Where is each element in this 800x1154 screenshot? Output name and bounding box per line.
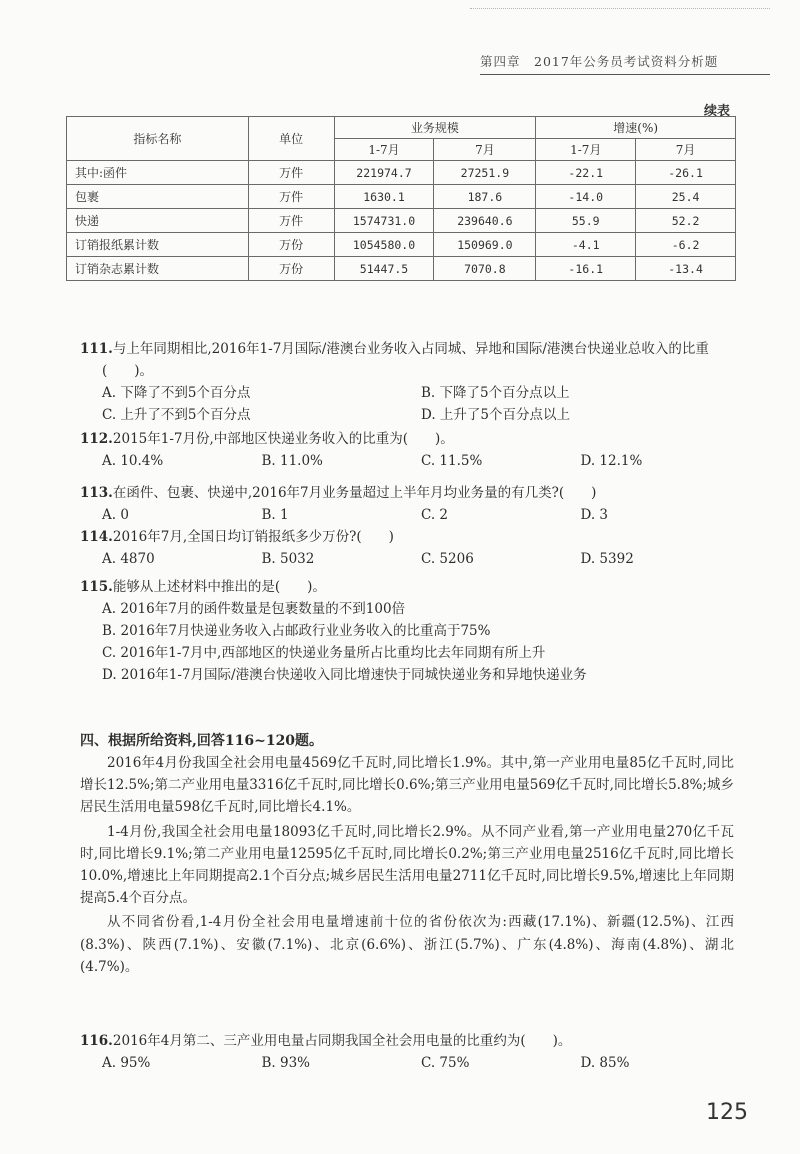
- subheader-volume-jul: 7月: [434, 139, 536, 161]
- option-c: C. 75%: [421, 1055, 470, 1071]
- question-113: [80, 482, 740, 526]
- row-name: 包裹: [67, 185, 249, 209]
- option-b: B. 2016年7月快递业务收入占邮政行业业务收入的比重高于75%: [102, 623, 491, 639]
- option-c: C. 2016年1-7月中,西部地区的快递业务量所占比重均比去年同期有所上升: [102, 645, 546, 661]
- option-c: C. 5206: [421, 551, 474, 567]
- option-b: B. 1: [261, 507, 289, 523]
- section-title: 四、根据所给资料,回答116~120题。: [80, 733, 324, 749]
- question-text: 2016年7月,全国日均订销报纸多少万份?( ): [112, 529, 394, 545]
- question-115: [80, 576, 740, 686]
- option-a: A. 4870: [102, 551, 155, 567]
- row-growth-ytd: -22.1: [536, 161, 636, 185]
- table-row: [67, 209, 736, 233]
- continued-label: 续表: [704, 104, 731, 119]
- question-text: 能够从上述材料中推出的是( )。: [112, 579, 326, 595]
- table-row: [67, 161, 736, 185]
- row-volume-jul: 187.6: [434, 185, 536, 209]
- row-volume-ytd: 1574731.0: [334, 209, 434, 233]
- option-a: A. 0: [102, 507, 129, 523]
- row-name: 快递: [67, 209, 249, 233]
- table-row: [67, 257, 736, 281]
- row-volume-ytd: 1630.1: [334, 185, 434, 209]
- passage-paragraph: 从不同省份看,1-4月份全社会用电量增速前十位的省份依次为:西藏(17.1%)、新疆(12.5%)、江西(8.3%)、陕西(7.1%)、安徽(7.1%)、北京(6.6%)、浙江(5.7%)、广东(4.8%)、海南(4.8%)、湖北(4.7%)。: [80, 914, 734, 975]
- row-unit: 万份: [248, 257, 334, 281]
- question-number: 116.: [80, 1033, 113, 1049]
- row-volume-jul: 239640.6: [434, 209, 536, 233]
- option-c: C. 11.5%: [421, 453, 483, 469]
- question-number: 115.: [80, 579, 113, 595]
- row-growth-ytd: -4.1: [536, 233, 636, 257]
- running-header: 第四章 2017年公务员考试资料分析题: [480, 52, 770, 75]
- subheader-growth-jul: 7月: [636, 139, 736, 161]
- question-text: 在函件、包裹、快递中,2016年7月业务量超过上半年月均业务量的有几类?( ): [112, 485, 597, 501]
- question-111: [80, 338, 740, 426]
- option-d: D. 5392: [580, 551, 634, 567]
- page-number: 125: [706, 1100, 748, 1125]
- option-b: B. 93%: [261, 1055, 311, 1071]
- header-growth-rate: 增速(%): [536, 117, 736, 139]
- table-row: [67, 185, 736, 209]
- question-number: 114.: [80, 529, 113, 545]
- header-business-volume: 业务规模: [334, 117, 536, 139]
- row-growth-jul: -6.2: [636, 233, 736, 257]
- row-growth-ytd: -16.1: [536, 257, 636, 281]
- row-unit: 万件: [248, 185, 334, 209]
- row-volume-jul: 27251.9: [434, 161, 536, 185]
- option-c: C. 2: [421, 507, 449, 523]
- option-b: B. 下降了5个百分点以上: [421, 385, 570, 401]
- subheader-growth-ytd: 1-7月: [536, 139, 636, 161]
- option-c: C. 上升了不到5个百分点: [102, 407, 251, 423]
- reading-passage: [80, 752, 734, 980]
- header-unit: 单位: [248, 117, 334, 161]
- row-name: 其中:函件: [67, 161, 249, 185]
- row-name: 订销报纸累计数: [67, 233, 249, 257]
- option-a: A. 下降了不到5个百分点: [102, 385, 251, 401]
- question-114: [80, 526, 740, 570]
- question-number: 112.: [80, 431, 113, 447]
- question-text: 2015年1-7月份,中部地区快递业务收入的比重为( )。: [112, 431, 454, 447]
- option-d: D. 85%: [580, 1055, 630, 1071]
- row-unit: 万件: [248, 161, 334, 185]
- question-text: 与上年同期相比,2016年1-7月国际/港澳台业务收入占同城、异地和国际/港澳台快递业总收入的比重( )。: [102, 341, 709, 379]
- row-volume-jul: 150969.0: [434, 233, 536, 257]
- row-growth-jul: 52.2: [636, 209, 736, 233]
- question-text: 2016年4月第二、三产业用电量占同期我国全社会用电量的比重约为( )。: [112, 1033, 572, 1049]
- row-growth-jul: -26.1: [636, 161, 736, 185]
- row-growth-ytd: 55.9: [536, 209, 636, 233]
- option-d: D. 12.1%: [580, 453, 643, 469]
- subheader-volume-ytd: 1-7月: [334, 139, 434, 161]
- question-number: 111.: [80, 341, 113, 357]
- question-116: [80, 1030, 740, 1074]
- row-growth-jul: 25.4: [636, 185, 736, 209]
- row-name: 订销杂志累计数: [67, 257, 249, 281]
- row-unit: 万件: [248, 209, 334, 233]
- passage-paragraph: 1-4月份,我国全社会用电量18093亿千瓦时,同比增长2.9%。从不同产业看,第一产业用电量270亿千瓦时,同比增长9.1%;第二产业用电量12595亿千瓦时,同比增长0.2%;第三产业用电量2516亿千瓦时,同比增长10.0%,增速比上年同期提高2.1个百分点;城乡居民生活用电量2711亿千瓦时,同比增长9.5%,增速比上年同期提高5.4个百分点。: [80, 823, 734, 907]
- option-d: D. 上升了5个百分点以上: [421, 407, 571, 423]
- option-d: D. 2016年1-7月国际/港澳台快递收入同比增速快于同城快递业务和异地快递业务: [102, 667, 587, 683]
- passage-paragraph: 2016年4月份我国全社会用电量4569亿千瓦时,同比增长1.9%。其中,第一产业用电量85亿千瓦时,同比增长12.5%;第二产业用电量3316亿千瓦时,同比增长0.6%;第三产业用电量569亿千瓦时,同比增长5.8%;城乡居民生活用电量598亿千瓦时,同比增长4.1%。: [80, 755, 734, 816]
- row-volume-ytd: 51447.5: [334, 257, 434, 281]
- row-volume-ytd: 1054580.0: [334, 233, 434, 257]
- top-dotted-rule: [470, 8, 770, 9]
- row-growth-ytd: -14.0: [536, 185, 636, 209]
- table-row: [67, 233, 736, 257]
- question-112: [80, 428, 740, 472]
- row-volume-ytd: 221974.7: [334, 161, 434, 185]
- row-unit: 万份: [248, 233, 334, 257]
- header-indicator-name: 指标名称: [67, 117, 249, 161]
- row-volume-jul: 7070.8: [434, 257, 536, 281]
- table-header-row: [67, 117, 736, 139]
- option-b: B. 11.0%: [261, 453, 323, 469]
- option-b: B. 5032: [261, 551, 315, 567]
- postal-stats-table: [66, 116, 736, 281]
- option-d: D. 3: [580, 507, 609, 523]
- option-a: A. 95%: [102, 1055, 151, 1071]
- option-a: A. 2016年7月的函件数量是包裹数量的不到100倍: [102, 601, 406, 617]
- question-number: 113.: [80, 485, 113, 501]
- row-growth-jul: -13.4: [636, 257, 736, 281]
- option-a: A. 10.4%: [102, 453, 164, 469]
